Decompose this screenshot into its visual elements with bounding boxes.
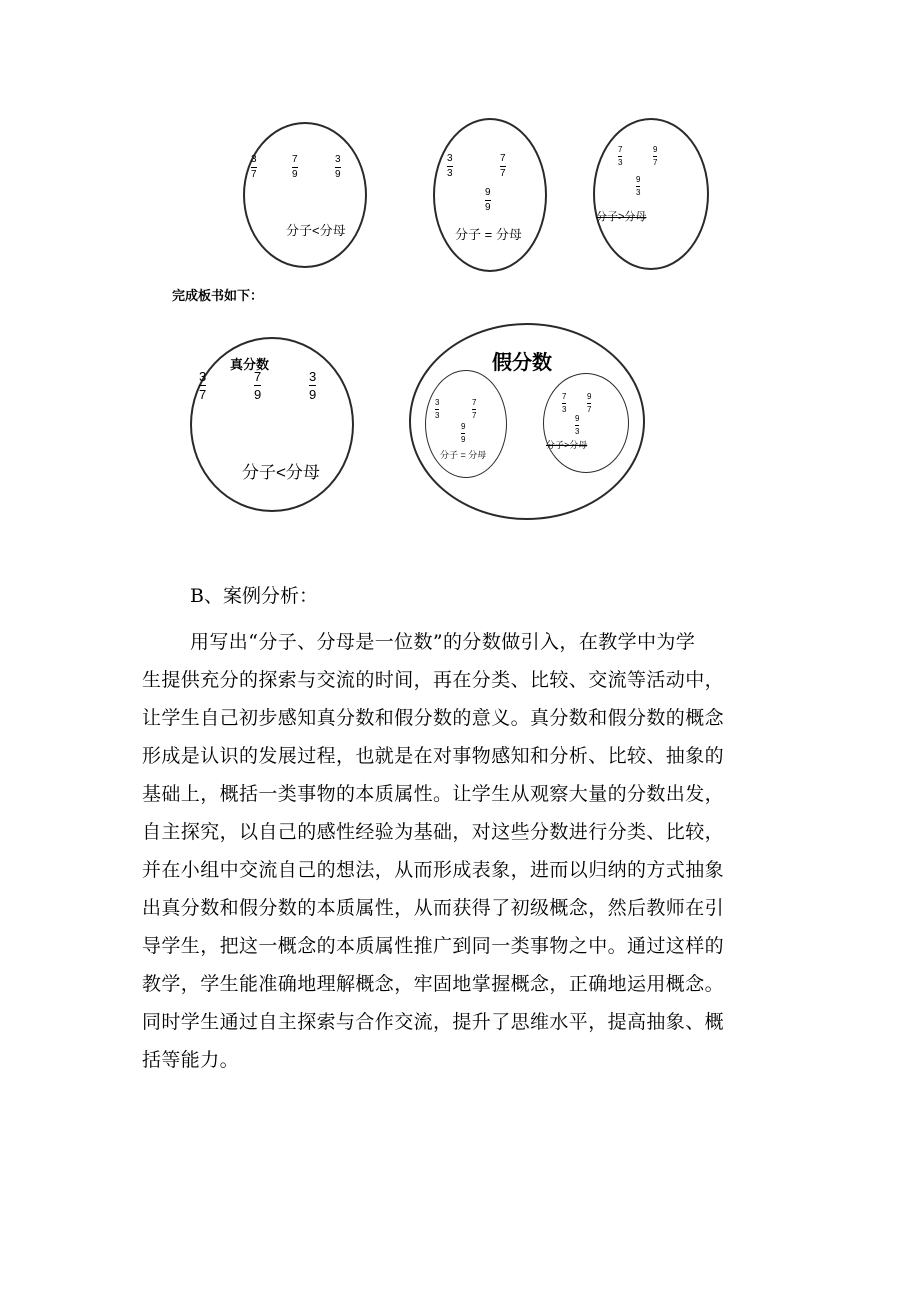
denominator: 9: [254, 387, 262, 402]
fraction: [435, 399, 439, 420]
circle-numerator-less: [243, 122, 367, 268]
paragraph-line: 让学生自己初步感知真分数和假分数的意义。真分数和假分数的概念: [142, 707, 725, 729]
denominator: 9: [485, 202, 491, 213]
inner-circle-label: 分子>分母: [546, 440, 588, 450]
numerator: 3: [335, 154, 341, 165]
proper-fraction-title: 真分数: [230, 357, 270, 372]
numerator: 3: [435, 398, 440, 407]
paragraph-line: 出真分数和假分数的本质属性，从而获得了初级概念，然后教师在引: [142, 897, 725, 919]
denominator: 7: [653, 158, 658, 167]
numerator: 9: [587, 392, 592, 401]
fraction: [447, 154, 453, 179]
inner-circle-greater: [543, 373, 629, 473]
fraction: [309, 370, 316, 401]
denominator: 7: [472, 411, 477, 420]
paragraph-line: 括等能力。: [142, 1049, 240, 1071]
denominator: 9: [309, 387, 317, 402]
numerator: 9: [636, 175, 641, 184]
denominator: 7: [587, 405, 592, 414]
denominator: 3: [562, 405, 567, 414]
numerator: 3: [251, 154, 257, 165]
paragraph-line: 教学，学生能准确地理解概念，牢固地掌握概念，正确地运用概念。: [142, 973, 725, 995]
denominator: 7: [500, 168, 506, 179]
denominator: 7: [251, 169, 257, 180]
fraction: [618, 146, 622, 167]
paragraph-line: 同时学生通过自主探索与合作交流，提升了思维水平，提高抽象、概: [142, 1011, 725, 1033]
paragraph-line: 并在小组中交流自己的想法，从而形成表象，进而以归纳的方式抽象: [142, 859, 725, 881]
fraction: [254, 370, 261, 401]
denominator: 3: [575, 427, 580, 436]
circle-label: 分子<分母: [286, 223, 346, 238]
fraction: [500, 154, 506, 179]
paragraph-line: 形成是认识的发展过程，也就是在对事物感知和分析、比较、抽象的: [142, 745, 725, 767]
paragraph-line: 导学生，把这一概念的本质属性推广到同一类事物之中。通过这样的: [142, 935, 725, 957]
fraction: [562, 393, 566, 414]
numerator: 9: [485, 187, 491, 198]
denominator: 7: [199, 387, 207, 402]
denominator: 9: [461, 435, 466, 444]
fraction: [199, 370, 206, 401]
numerator: 3: [447, 153, 453, 164]
fraction: [636, 176, 640, 197]
numerator: 7: [562, 392, 567, 401]
circle-label: 分子>分母: [596, 211, 647, 223]
fraction: [485, 188, 491, 213]
inner-circle-equal: [425, 370, 507, 478]
denominator: 3: [435, 411, 440, 420]
numerator: 9: [653, 145, 658, 154]
numerator: 7: [618, 145, 623, 154]
circle-numerator-greater: [593, 118, 709, 270]
paragraph-line: 生提供充分的探索与交流的时间，再在分类、比较、交流等活动中，: [142, 669, 725, 691]
fraction: [461, 423, 465, 444]
numerator: 9: [461, 422, 466, 431]
numerator: 7: [500, 153, 506, 164]
section-heading: B、案例分析：: [190, 585, 318, 607]
improper-fraction-title: 假分数: [492, 350, 552, 374]
numerator: 3: [199, 369, 207, 384]
numerator: 7: [292, 154, 298, 165]
fraction: [575, 415, 579, 436]
fraction: [292, 155, 298, 180]
denominator: 3: [447, 168, 453, 179]
numerator: 3: [309, 369, 317, 384]
denominator: 3: [618, 158, 623, 167]
paragraph-line: 用写出“分子、分母是一位数”的分数做引入，在教学中为学: [190, 631, 696, 653]
proper-fraction-circle: [190, 337, 354, 512]
fraction: [472, 399, 476, 420]
paragraph-line: 自主探究，以自己的感性经验为基础，对这些分数进行分类、比较，: [142, 821, 725, 843]
caption: 完成板书如下：: [172, 289, 264, 304]
denominator: 9: [335, 169, 341, 180]
denominator: 3: [636, 188, 641, 197]
fraction: [587, 393, 591, 414]
fraction: [335, 155, 341, 180]
inner-circle-label: 分子 = 分母: [440, 450, 487, 460]
proper-fraction-rule: 分子<分母: [242, 463, 320, 482]
denominator: 9: [292, 169, 298, 180]
fraction: [251, 155, 257, 180]
numerator: 7: [472, 398, 477, 407]
paragraph-line: 基础上，概括一类事物的本质属性。让学生从观察大量的分数出发，: [142, 783, 725, 805]
circle-label: 分子 = 分母: [455, 227, 522, 242]
numerator: 7: [254, 369, 262, 384]
fraction: [653, 146, 657, 167]
numerator: 9: [575, 414, 580, 423]
